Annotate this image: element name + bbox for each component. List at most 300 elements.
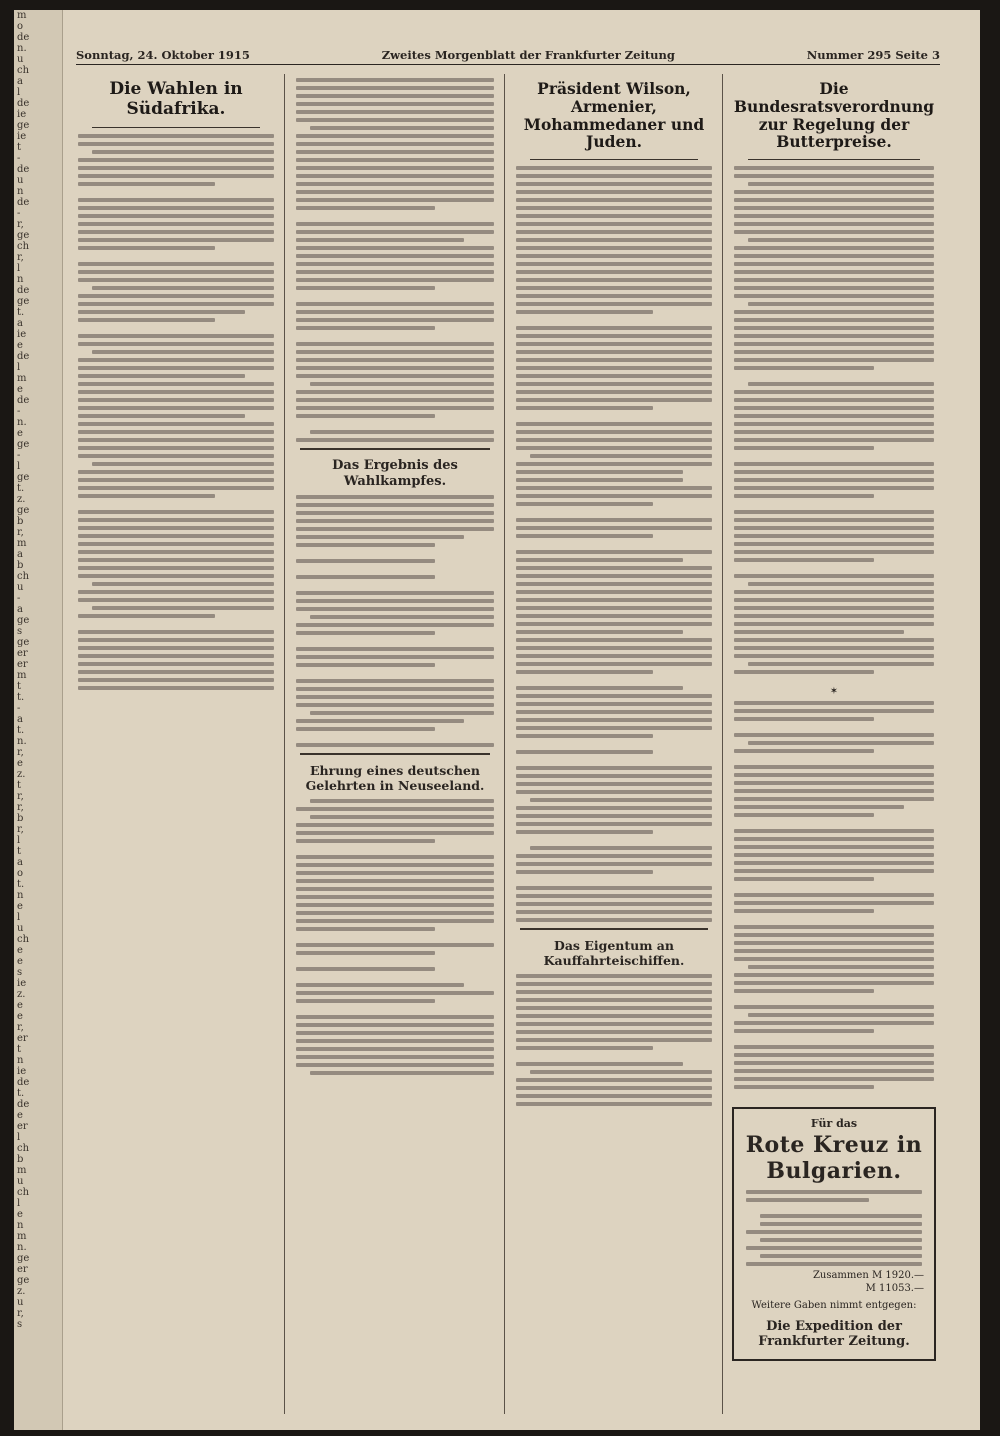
text-line [296, 1063, 494, 1067]
text-line [748, 238, 934, 242]
ornament: ✶ [829, 686, 839, 698]
text-line [734, 526, 934, 530]
text-line [516, 750, 653, 754]
text-line [760, 1222, 922, 1226]
text-line [734, 190, 934, 194]
margin-glyph: n [17, 186, 24, 197]
text-line [734, 797, 934, 801]
margin-glyph: t. [17, 1088, 25, 1099]
text-line [746, 1198, 869, 1202]
text-line [516, 486, 712, 490]
text-line [516, 670, 653, 674]
text-line [296, 358, 494, 362]
margin-glyph: o [17, 21, 24, 32]
margin-glyph: r, [17, 802, 24, 813]
text-line [734, 949, 934, 953]
text-line [734, 390, 934, 394]
column-1 [72, 74, 280, 1414]
text-line [516, 726, 712, 730]
article-headline: Die Bundesratsverordnung zur Regelung der Butterpreise. [733, 79, 935, 152]
text-line [516, 278, 712, 282]
text-line [296, 142, 494, 146]
text-line [296, 1055, 494, 1059]
margin-glyph: e [17, 1209, 23, 1220]
margin-glyph: b [17, 516, 24, 527]
notice-headline: Rote Kreuz in Bulgarien. [745, 1132, 923, 1185]
text-line [296, 879, 494, 883]
text-line [516, 286, 712, 290]
text-line [78, 422, 274, 426]
text-line [734, 230, 934, 234]
text-line [734, 478, 934, 482]
text-line [734, 717, 874, 721]
divider [300, 448, 490, 450]
margin-glyph: n. [17, 1242, 27, 1253]
margin-glyph: m [17, 1165, 27, 1176]
text-line [734, 398, 934, 402]
text-line [734, 1085, 874, 1089]
text-line [734, 654, 934, 658]
margin-glyph: l [17, 912, 21, 923]
text-line [296, 967, 435, 971]
text-line [78, 558, 274, 562]
text-line [734, 869, 934, 873]
text-line [78, 334, 274, 338]
text-line [516, 470, 683, 474]
text-line [78, 414, 245, 418]
text-line [516, 494, 712, 498]
margin-glyph: ch [17, 65, 30, 76]
text-line [296, 807, 494, 811]
text-line [748, 965, 934, 969]
text-line [296, 911, 494, 915]
text-line [296, 414, 435, 418]
margin-glyph: t. [17, 725, 25, 736]
margin-glyph: ch [17, 571, 30, 582]
text-line [516, 638, 712, 642]
text-line [734, 909, 874, 913]
text-line [296, 110, 494, 114]
text-line [516, 430, 712, 434]
text-line [516, 1006, 712, 1010]
text-line [734, 518, 934, 522]
divider [530, 159, 698, 160]
text-line [296, 182, 494, 186]
margin-glyph: de [17, 1099, 30, 1110]
margin-glyph: ch [17, 241, 30, 252]
margin-glyph: t [17, 846, 22, 857]
text-line [296, 302, 494, 306]
margin-glyph: l [17, 1198, 21, 1209]
text-line [78, 358, 274, 362]
article-body [728, 166, 940, 682]
text-line [92, 462, 274, 466]
text-line [78, 238, 274, 242]
text-line [516, 1102, 712, 1106]
text-line [78, 638, 274, 642]
text-line [734, 414, 934, 418]
text-line [296, 999, 435, 1003]
margin-glyph: ie [17, 329, 27, 340]
text-line [296, 310, 494, 314]
margin-glyph: ge [17, 615, 30, 626]
text-line [516, 326, 712, 330]
text-line [296, 943, 494, 947]
margin-glyph: ge [17, 296, 30, 307]
text-line [748, 182, 934, 186]
text-line [78, 158, 274, 162]
margin-glyph: ch [17, 934, 30, 945]
text-line [516, 1038, 712, 1042]
text-line [516, 398, 712, 402]
text-line [734, 174, 934, 178]
text-line [734, 262, 934, 266]
margin-glyph: a [17, 857, 23, 868]
text-line [748, 582, 934, 586]
margin-glyph: de [17, 1077, 30, 1088]
text-line [760, 1254, 922, 1258]
text-line [516, 302, 712, 306]
margin-glyph: u [17, 582, 24, 593]
text-line [516, 766, 712, 770]
text-line [734, 829, 934, 833]
text-line [516, 478, 683, 482]
text-line [296, 246, 494, 250]
text-line [516, 230, 712, 234]
text-line [734, 246, 934, 250]
text-line [746, 1190, 922, 1194]
text-line [516, 558, 683, 562]
text-line [734, 606, 934, 610]
text-line [734, 749, 874, 753]
text-line [78, 270, 274, 274]
text-line [296, 919, 494, 923]
text-line [734, 813, 874, 817]
text-line [734, 278, 934, 282]
text-line [516, 222, 712, 226]
text-line [78, 398, 274, 402]
text-line [296, 839, 435, 843]
text-line [296, 719, 464, 723]
margin-glyph: e [17, 758, 23, 769]
text-line [78, 630, 274, 634]
text-line [516, 566, 712, 570]
text-line [296, 174, 494, 178]
text-line [516, 614, 712, 618]
text-line [296, 390, 494, 394]
margin-glyph: ge [17, 505, 30, 516]
text-line [516, 718, 712, 722]
text-line [296, 543, 435, 547]
article-body [72, 134, 280, 690]
text-line [296, 158, 494, 162]
text-line [78, 318, 215, 322]
margin-glyph: ge [17, 637, 30, 648]
text-line [734, 701, 934, 705]
text-line [516, 822, 712, 826]
text-line [78, 174, 274, 178]
text-line [296, 262, 494, 266]
column-rule [504, 74, 505, 1414]
margin-glyph: er [17, 648, 28, 659]
text-line [516, 438, 712, 442]
text-line [516, 366, 712, 370]
text-line [734, 646, 934, 650]
text-line [296, 863, 494, 867]
margin-glyph: de [17, 98, 30, 109]
margin-glyph: er [17, 1033, 28, 1044]
text-line [516, 198, 712, 202]
text-line [734, 789, 934, 793]
text-line [296, 438, 494, 442]
text-line [310, 1071, 494, 1075]
text-line [516, 702, 712, 706]
margin-glyph: ie [17, 978, 27, 989]
text-line [78, 246, 215, 250]
text-line [748, 302, 934, 306]
text-line [296, 599, 494, 603]
margin-glyph: r, [17, 824, 24, 835]
text-line [734, 598, 934, 602]
total-value: M 11053.— [865, 1283, 924, 1295]
text-line [516, 358, 712, 362]
text-line [516, 166, 712, 170]
text-line [516, 270, 712, 274]
text-line [296, 527, 494, 531]
text-line [78, 278, 274, 282]
text-line [516, 518, 712, 522]
text-line [734, 342, 934, 346]
text-line [92, 286, 274, 290]
margin-glyph: u [17, 923, 24, 934]
text-line [516, 710, 712, 714]
divider [520, 928, 708, 930]
text-line [78, 342, 274, 346]
text-line [296, 278, 494, 282]
subtotal-value: M 1920.— [871, 1270, 924, 1282]
text-line [296, 495, 494, 499]
margin-glyph: er [17, 659, 28, 670]
text-line [734, 318, 934, 322]
text-line [296, 623, 494, 627]
text-line [516, 446, 712, 450]
article-subheading: Das Eigentum an Kauffahrteischiffen. [543, 938, 685, 969]
margin-glyph: ge [17, 439, 30, 450]
text-line [516, 998, 712, 1002]
margin-glyph: ie [17, 109, 27, 120]
text-line [734, 638, 934, 642]
notice-note: Weitere Gaben nimmt entgegen: [751, 1300, 917, 1312]
text-line [296, 1031, 494, 1035]
text-line [296, 166, 494, 170]
text-line [296, 983, 464, 987]
text-line [296, 190, 494, 194]
margin-glyph: l [17, 87, 21, 98]
margin-glyph: z. [17, 1286, 26, 1297]
text-line [296, 695, 494, 699]
text-line [78, 430, 274, 434]
margin-glyph: u [17, 1297, 24, 1308]
column-3 [510, 74, 718, 1414]
article-body [290, 495, 500, 747]
text-line [516, 910, 712, 914]
text-line [734, 733, 934, 737]
text-line [734, 765, 934, 769]
text-line [310, 615, 494, 619]
text-line [734, 366, 874, 370]
text-line [516, 310, 653, 314]
text-line [516, 214, 712, 218]
text-line [734, 510, 934, 514]
text-line [516, 806, 712, 810]
text-line [78, 454, 274, 458]
text-line [296, 511, 494, 515]
text-line [310, 799, 494, 803]
text-line [78, 182, 215, 186]
margin-glyph: t. [17, 879, 25, 890]
column-2 [290, 74, 500, 1414]
text-line [296, 1039, 494, 1043]
margin-glyph: l [17, 461, 21, 472]
text-line [516, 1022, 712, 1026]
text-line [310, 382, 494, 386]
margin-glyph: r, [17, 1022, 24, 1033]
text-line [734, 837, 934, 841]
text-line [296, 318, 494, 322]
text-line [734, 973, 934, 977]
text-line [296, 655, 494, 659]
text-line [296, 887, 494, 891]
text-line [78, 678, 274, 682]
margin-glyph: er [17, 1264, 28, 1275]
text-line [516, 190, 712, 194]
text-line [748, 382, 934, 386]
margin-glyph: r, [17, 1308, 24, 1319]
newspaper-page [14, 10, 980, 1430]
text-line [516, 814, 712, 818]
text-line [516, 886, 712, 890]
text-line [734, 558, 874, 562]
text-line [78, 526, 274, 530]
text-line [516, 902, 712, 906]
text-line [296, 350, 494, 354]
text-line [516, 1062, 683, 1066]
article-subheading: Das Ergebnis des Wahlkampfes. [332, 458, 458, 489]
text-line [516, 238, 712, 242]
article-body [510, 166, 718, 922]
text-line [516, 350, 712, 354]
text-line [734, 670, 874, 674]
text-line [734, 294, 934, 298]
margin-glyph: e [17, 1000, 23, 1011]
text-line [78, 598, 274, 602]
text-line [516, 206, 712, 210]
text-line [78, 438, 274, 442]
text-line [78, 294, 274, 298]
article-body [290, 799, 500, 1075]
text-line [78, 134, 274, 138]
text-line [516, 774, 712, 778]
text-line [516, 854, 712, 858]
column-rule [722, 74, 723, 1414]
text-line [746, 1262, 922, 1266]
notice-footer: Die Expedition der Frankfurter Zeitung. [758, 1319, 910, 1350]
divider [92, 127, 260, 128]
divider [748, 159, 920, 160]
text-line [78, 494, 215, 498]
text-line [78, 590, 274, 594]
margin-glyph: e [17, 428, 23, 439]
text-line [296, 951, 435, 955]
text-line [78, 542, 274, 546]
subtotal-label: Zusammen [812, 1270, 869, 1282]
margin-glyph: l [17, 263, 21, 274]
text-line [516, 262, 712, 266]
text-line [296, 398, 494, 402]
text-line [296, 903, 494, 907]
text-line [310, 711, 494, 715]
text-line [734, 590, 934, 594]
text-line [516, 606, 712, 610]
text-line [734, 326, 934, 330]
margin-glyph: ge [17, 120, 30, 131]
text-line [296, 270, 494, 274]
column-rule [284, 74, 285, 1414]
text-line [296, 222, 494, 226]
text-line [734, 622, 934, 626]
margin-glyph: - [17, 593, 21, 604]
text-line [296, 631, 435, 635]
text-line [734, 941, 934, 945]
text-line [516, 462, 712, 466]
text-line [296, 647, 494, 651]
margin-glyph: ch [17, 1143, 30, 1154]
margin-glyph: ge [17, 230, 30, 241]
text-line [516, 990, 712, 994]
text-line [296, 991, 494, 995]
text-line [748, 1013, 934, 1017]
text-line [296, 78, 494, 82]
text-line [516, 974, 712, 978]
text-line [296, 823, 494, 827]
text-line [296, 703, 494, 707]
margin-glyph: o [17, 868, 24, 879]
text-line [296, 575, 435, 579]
text-line [296, 607, 494, 611]
text-line [78, 510, 274, 514]
text-line [734, 630, 904, 634]
margin-glyph: de [17, 351, 30, 362]
margin-glyph: ge [17, 472, 30, 483]
text-line [530, 1070, 712, 1074]
text-line [296, 342, 494, 346]
article-body [510, 974, 718, 1106]
text-line [516, 598, 712, 602]
text-line [516, 918, 712, 922]
text-line [734, 614, 934, 618]
margin-glyph: ge [17, 1275, 30, 1286]
text-line [516, 630, 683, 634]
text-line [734, 222, 934, 226]
text-line [296, 871, 494, 875]
text-line [296, 134, 494, 138]
text-line [516, 406, 653, 410]
text-line [734, 989, 874, 993]
text-line [78, 550, 274, 554]
article-body [728, 701, 940, 1097]
text-line [78, 302, 274, 306]
text-line [734, 845, 934, 849]
